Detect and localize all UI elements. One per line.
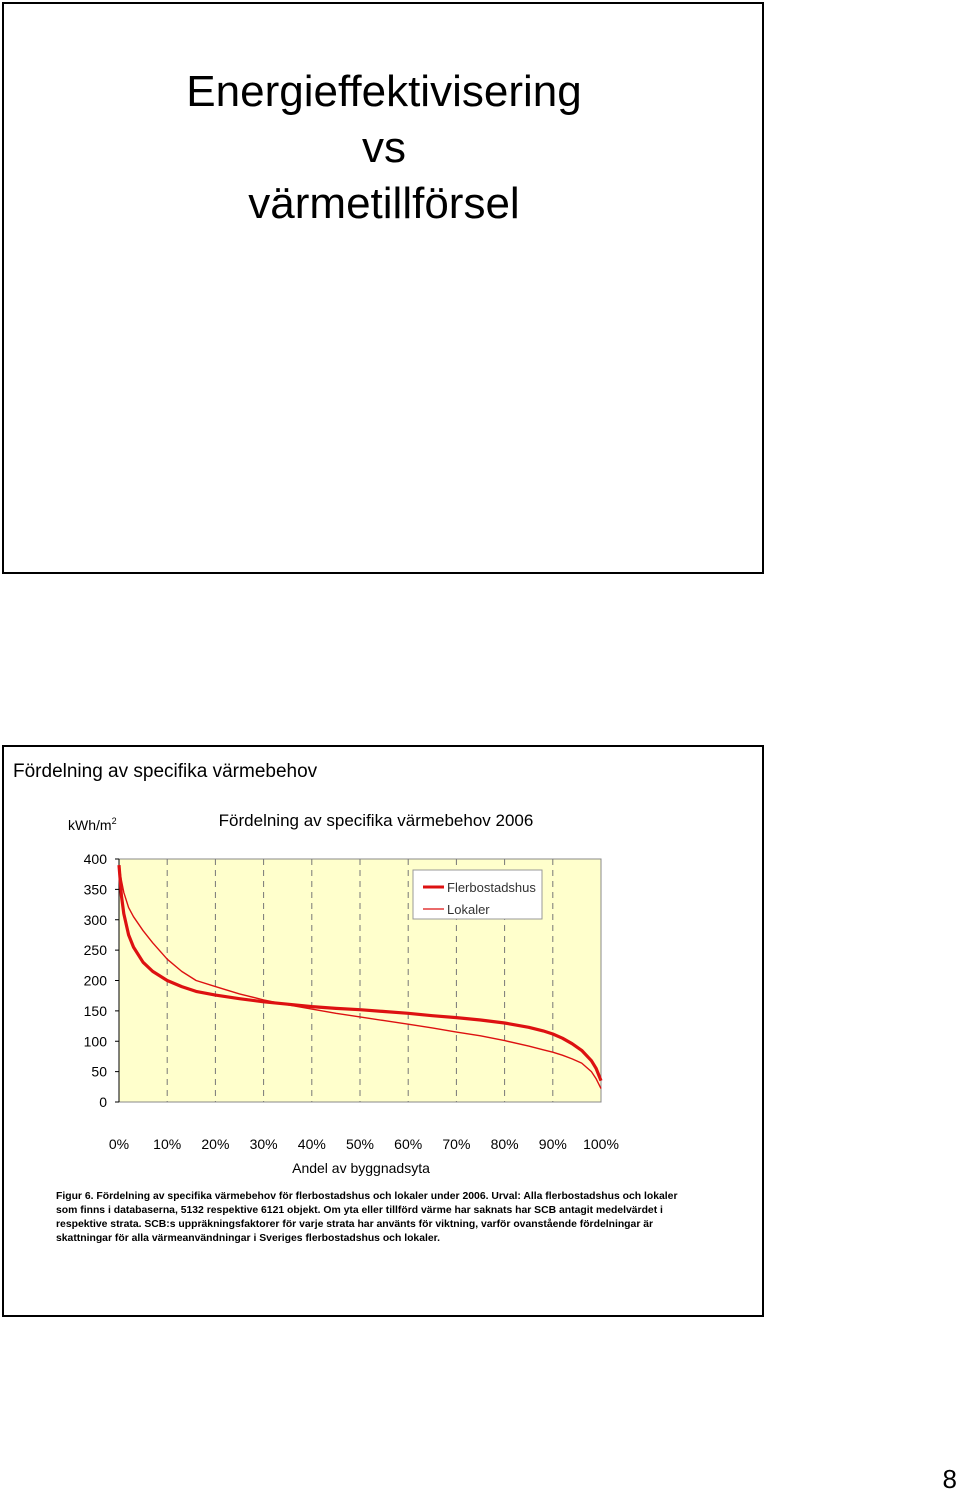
y-tick-label: 150	[83, 1002, 107, 1019]
y-tick-label: 200	[83, 972, 107, 989]
x-tick-label: 100%	[583, 1136, 619, 1152]
x-tick-label: 70%	[442, 1136, 471, 1152]
y-tick-label: 250	[83, 942, 107, 959]
x-tick-label: 40%	[297, 1136, 326, 1152]
title-line-2: vs	[362, 123, 406, 172]
slide-1	[2, 2, 764, 574]
y-tick-label: 100	[83, 1033, 107, 1050]
x-tick-label: 90%	[538, 1136, 567, 1152]
x-tick-label: 30%	[249, 1136, 278, 1152]
y-axis-title-superscript: 2	[111, 816, 117, 826]
y-tick-label: 50	[91, 1063, 107, 1080]
x-tick-label: 50%	[345, 1136, 375, 1152]
legend-label: Lokaler	[447, 902, 490, 917]
page-number: 8	[942, 1464, 957, 1494]
x-tick-label: 20%	[201, 1136, 230, 1152]
y-tick-label: 400	[83, 851, 107, 867]
x-axis-title: Andel av byggnadsyta	[292, 1160, 430, 1176]
legend-label: Flerbostadshus	[447, 880, 536, 895]
y-tick-label: 300	[83, 911, 107, 928]
title-line-3: värmetillförsel	[248, 179, 520, 228]
chart-title: Fördelning av specifika värmebehov 2006	[218, 811, 534, 830]
x-tick-label: 60%	[394, 1136, 423, 1152]
slide-2	[2, 745, 764, 1317]
x-tick-label: 10%	[153, 1136, 182, 1152]
y-axis-title: kWh/$m^2$	[68, 816, 117, 833]
title-line-1: Energieffektivisering	[186, 67, 582, 116]
figure-caption: Figur 6. Fördelning av specifika värmebehov för flerbostadshus och lokaler under 2006. Urval: Alla flerbostadshus och lokaler som finns i databaserna, 5132 respektive 6121 objekt. Om yta eller tillförd värme har saknats har SCB antagit medelvärdet i respektive strata. SCB:s uppräkningsfaktorer för varje strata har använts för viktning, varför ovanstående fördelningar är skattningar för alla värmeanvändningar i Sveriges flerbostadshus och lokaler.	[56, 1191, 678, 1244]
x-tick-label: 80%	[490, 1136, 519, 1152]
y-tick-label: 0	[99, 1094, 107, 1110]
y-tick-label: 350	[83, 881, 107, 898]
slide-heading: Fördelning av specifika värmebehov	[13, 761, 318, 782]
x-tick-label: 0%	[108, 1136, 130, 1152]
chart	[4, 747, 762, 1187]
